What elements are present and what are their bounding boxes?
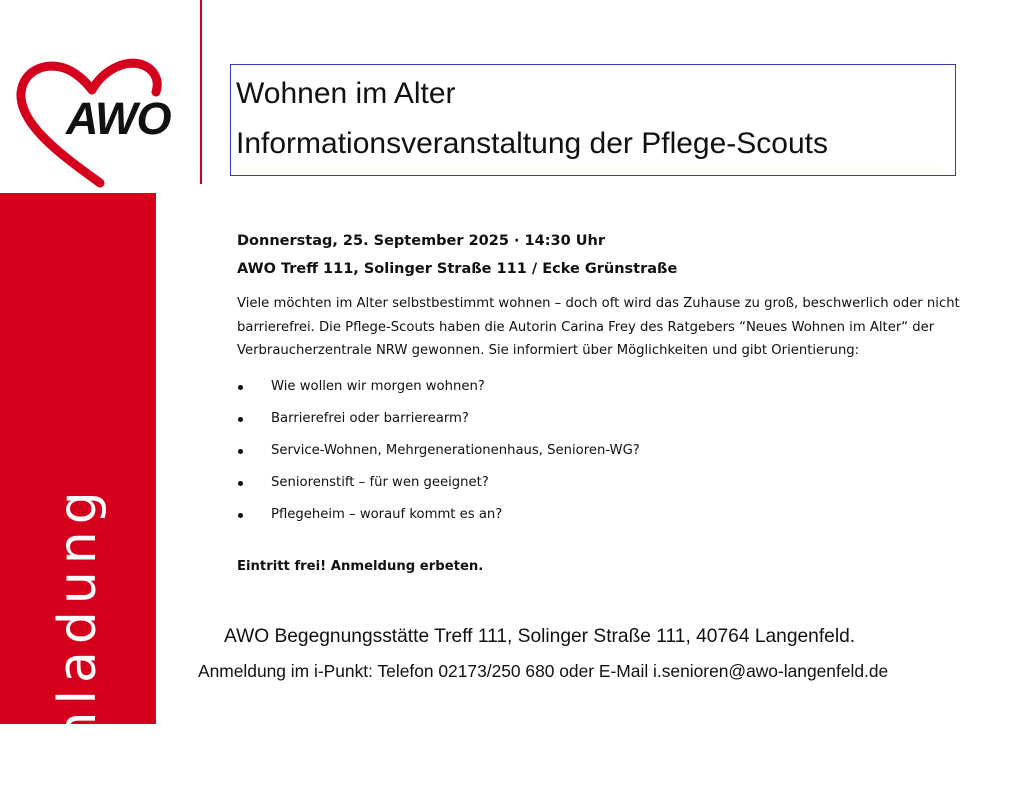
list-item-text: Wie wollen wir morgen wohnen? — [271, 378, 485, 394]
list-item — [237, 499, 967, 531]
topic-list — [237, 371, 967, 531]
list-item — [237, 403, 967, 435]
list-item — [237, 435, 967, 467]
bullet-icon — [238, 385, 243, 390]
bullet-icon — [238, 481, 243, 486]
entry-note: Eintritt frei! Anmeldung erbeten. — [237, 558, 484, 574]
footer-contact: Anmeldung im i-Punkt: Telefon 02173/250 680 oder E-Mail i.senioren@awo-langenfeld.de — [198, 661, 889, 681]
bullet-icon — [238, 417, 243, 422]
title-box — [230, 64, 956, 176]
event-place: AWO Treff 111, Solinger Straße 111 / Ecke Grünstraße — [237, 261, 678, 277]
list-item-text: Seniorenstift – für wen geeignet? — [271, 474, 489, 490]
footer-address: AWO Begegnungsstätte Treff 111, Solinger Straße 111, 40764 Langenfeld. — [224, 626, 856, 647]
bullet-icon — [238, 449, 243, 454]
page-title: Wohnen im Alter — [236, 77, 456, 110]
sidebar-label: Einladung — [48, 484, 108, 806]
awo-logo — [14, 58, 179, 190]
event-intro: Viele möchten im Alter selbstbestimmt wohnen – doch oft wird das Zuhause zu groß, beschwerlich oder nicht barrierefrei. Die Pflege-Scouts haben die Autorin Carina Frey des Ratgebers “Neues Wohnen im Alter“ der Verbraucherzentrale NRW gewonnen. Sie informiert über Möglichkeiten und gibt Orientierung: — [237, 296, 960, 358]
list-item-text: Pflegeheim – worauf kommt es an? — [271, 506, 503, 522]
event-details — [237, 227, 967, 577]
sidebar-banner — [0, 193, 156, 806]
page-subtitle: Informationsveranstaltung der Pflege-Scouts — [236, 127, 828, 160]
header-divider — [200, 0, 202, 184]
logo-text: AWO — [66, 93, 171, 144]
list-item-text: Barrierefrei oder barrierearm? — [271, 410, 469, 426]
event-date: Donnerstag, 25. September 2025 · 14:30 Uhr — [237, 233, 606, 249]
list-item — [237, 371, 967, 403]
list-item-text: Service-Wohnen, Mehrgenerationenhaus, Senioren-WG? — [271, 442, 640, 458]
bullet-icon — [238, 513, 243, 518]
list-item — [237, 467, 967, 499]
